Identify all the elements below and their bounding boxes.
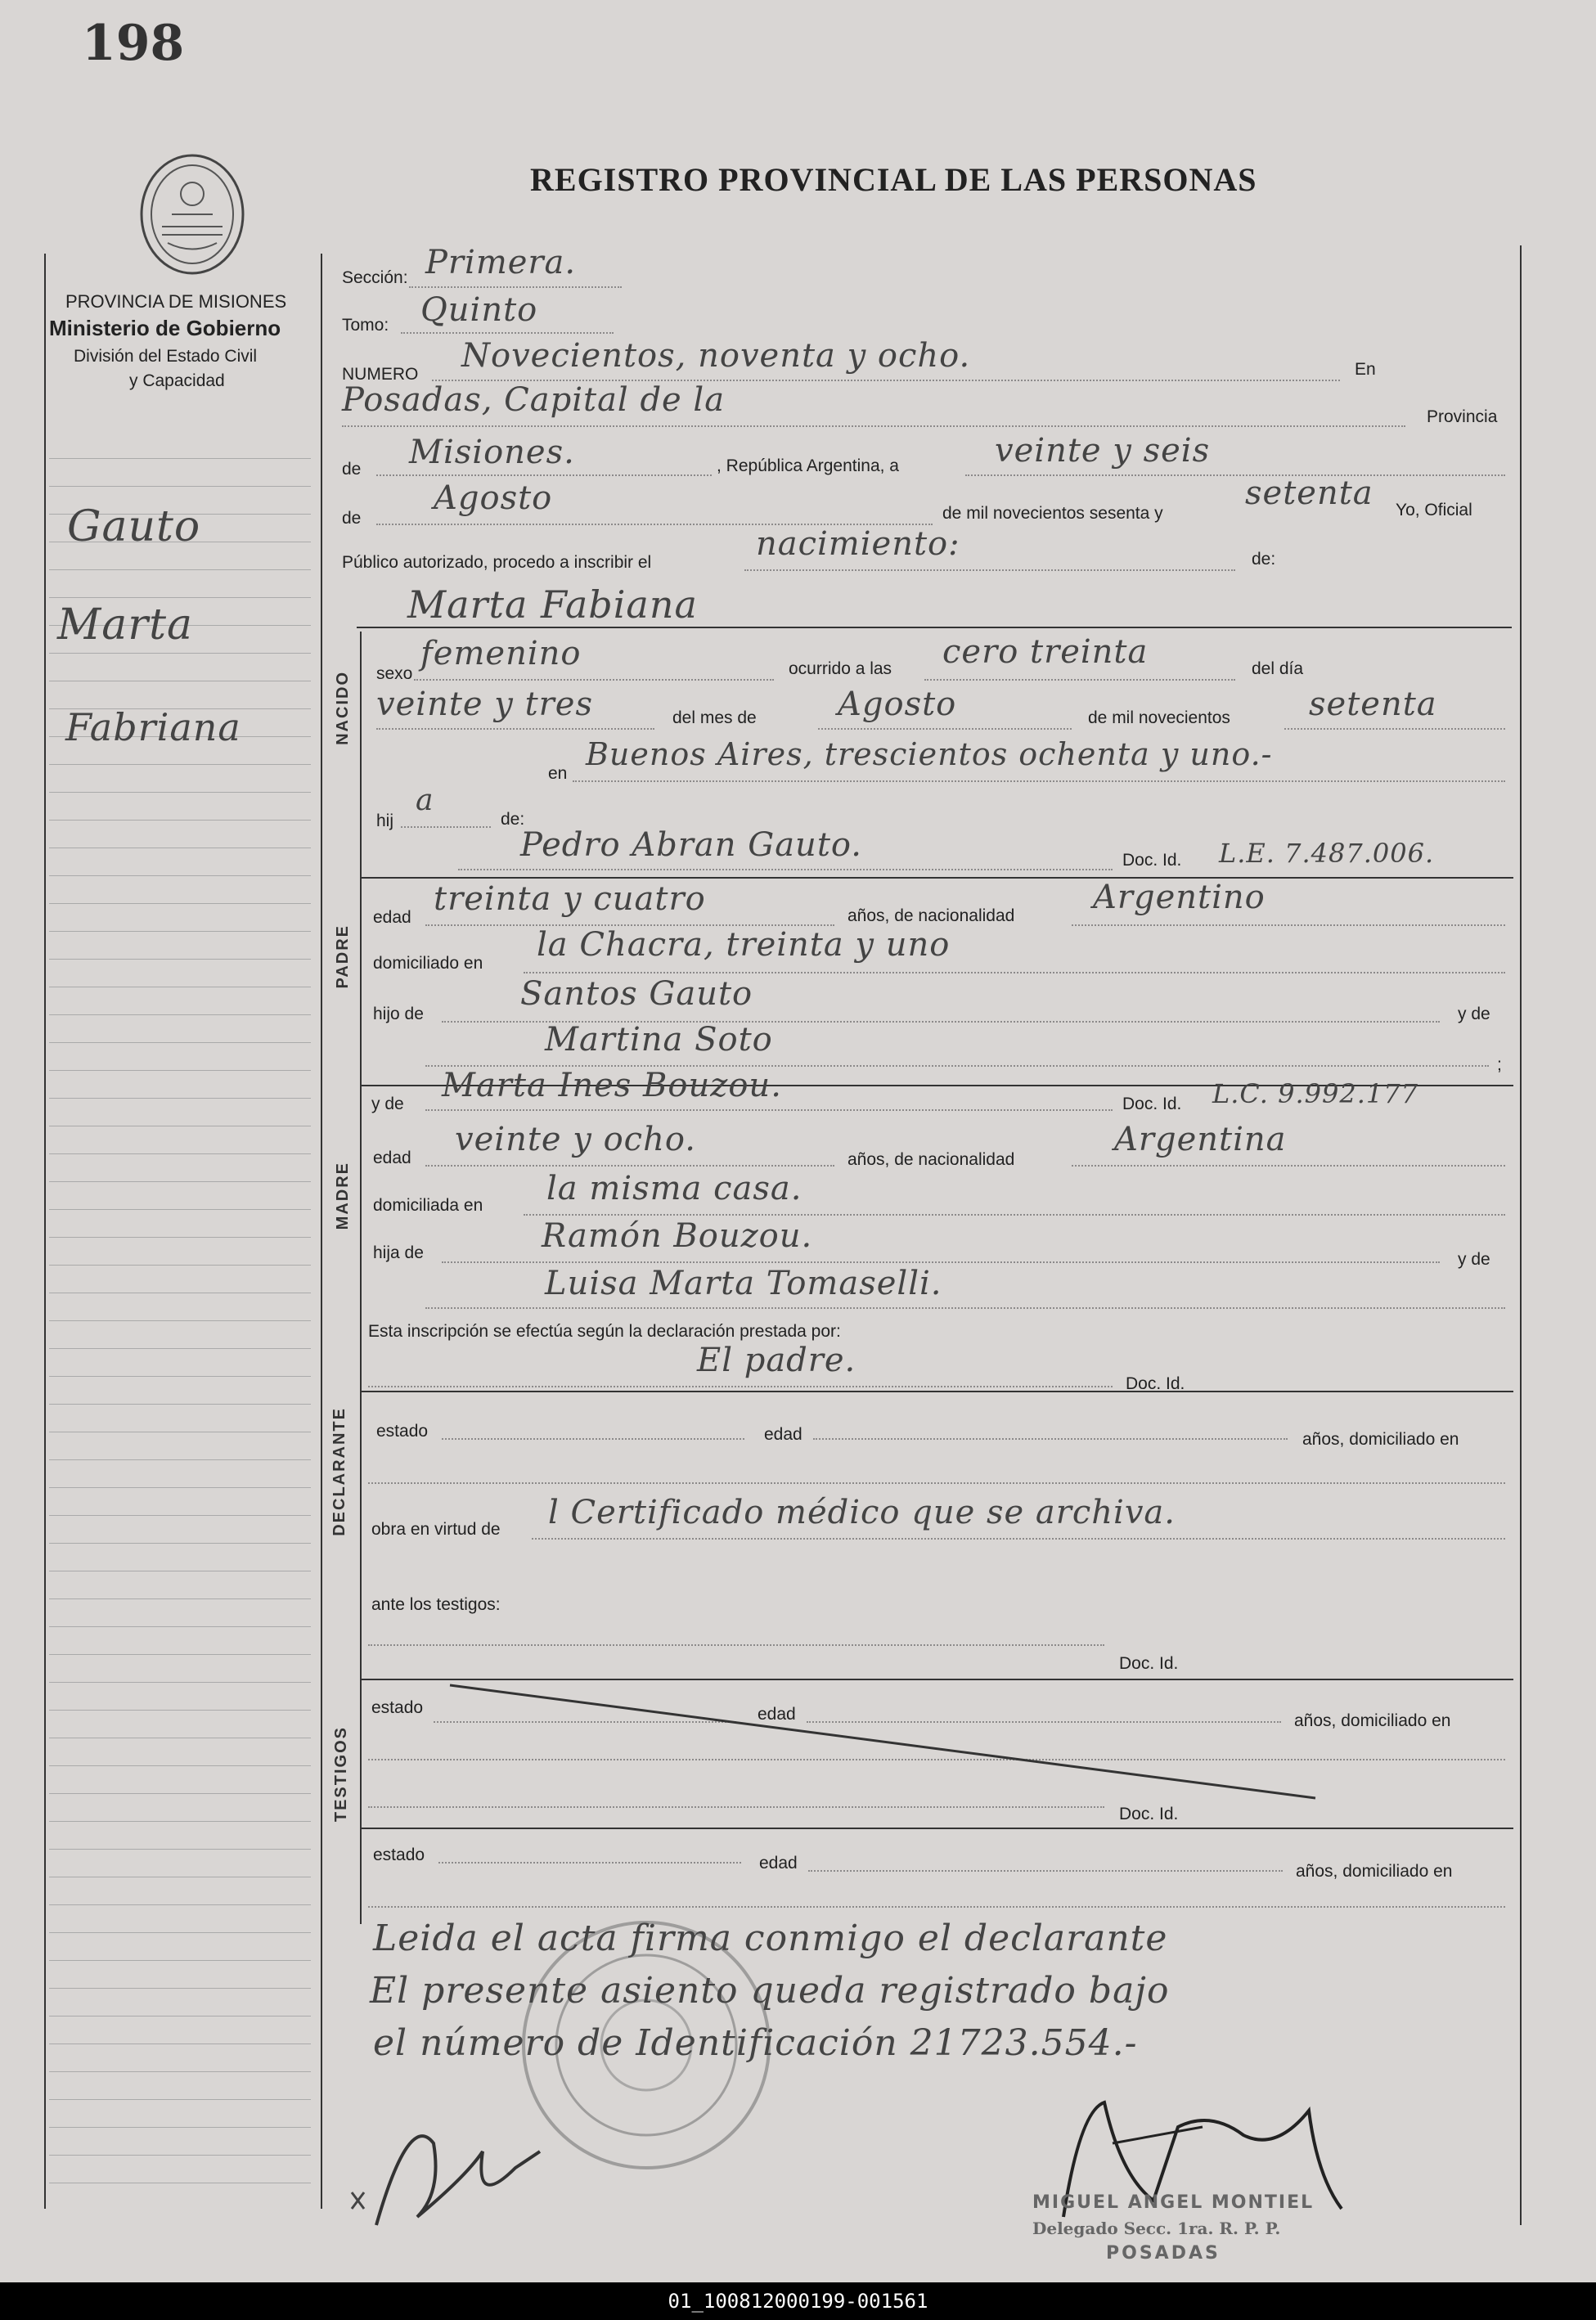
label-en-lower: en [548, 764, 568, 783]
margin-rule [49, 2016, 311, 2017]
label-tomo: Tomo: [342, 316, 389, 335]
label-y-de-padre: y de [1458, 1005, 1490, 1023]
rule [1072, 924, 1505, 926]
label-edad-padre: edad [373, 908, 411, 927]
value-tomo: Quinto [420, 291, 538, 329]
left-column-border [321, 254, 322, 2209]
margin-rule [49, 569, 311, 570]
section-bar-nacido [360, 632, 362, 1924]
label-doc-id-declarante: Doc. Id. [1126, 1374, 1185, 1393]
side-label-testigos: TESTIGOS [332, 1726, 350, 1823]
label-sexo: sexo [376, 664, 413, 683]
declarant-signature [344, 2094, 589, 2258]
rule [425, 1307, 1505, 1309]
rule [401, 826, 491, 828]
margin-rule [49, 1988, 311, 1989]
right-border [1520, 245, 1522, 2225]
rule [818, 728, 1072, 730]
label-edad-t2: edad [759, 1854, 798, 1873]
label-seccion: Sección: [342, 268, 408, 287]
value-madre-doc: L.C. 9.992.177 [1212, 1078, 1418, 1109]
rule [1072, 1165, 1505, 1167]
label-doc-id-padre: Doc. Id. [1122, 851, 1182, 870]
margin-rule [49, 2127, 311, 2128]
margin-rule [49, 1181, 311, 1182]
margin-rule [49, 1626, 311, 1627]
rule [401, 332, 614, 334]
value-lugar-nac: Buenos Aires, trescientos ochenta y uno.- [586, 736, 1273, 772]
rule [813, 1438, 1288, 1440]
value-dia-nac: veinte y tres [376, 686, 593, 723]
margin-rule [49, 2043, 311, 2044]
label-doc-id-madre: Doc. Id. [1122, 1095, 1182, 1113]
margin-rule [49, 931, 311, 932]
rule [414, 679, 774, 681]
rule [1284, 728, 1505, 730]
label-edad-t1: edad [758, 1705, 796, 1724]
ministry-heading: Ministerio de Gobierno [49, 316, 281, 340]
side-label-nacido: NACIDO [334, 671, 352, 745]
side-label-padre: PADRE [334, 924, 352, 989]
rule [342, 425, 1405, 427]
value-madre: Marta Ines Bouzou. [442, 1067, 782, 1104]
document-title: REGISTRO PROVINCIAL DE LAS PERSONAS [530, 161, 1257, 198]
label-estado-t1: estado [371, 1698, 424, 1717]
label-obra: obra en virtud de [371, 1520, 501, 1539]
margin-rule [49, 1682, 311, 1683]
margin-rule [49, 1153, 311, 1154]
margin-surname: Gauto [67, 502, 201, 551]
testigos-mid-rule [360, 1828, 1513, 1829]
margin-rule [49, 1209, 311, 1210]
margin-rule [49, 1821, 311, 1822]
margin-rule [49, 1765, 311, 1766]
margin-rule [49, 1904, 311, 1905]
margin-rule [49, 458, 311, 459]
rule [376, 474, 712, 476]
label-de-colon: de: [1252, 550, 1276, 569]
margin-rule [49, 1237, 311, 1238]
rule [524, 1214, 1505, 1216]
value-seccion: Primera. [425, 244, 577, 281]
label-semicolon: ; [1497, 1055, 1502, 1074]
label-esta-inscripcion: Esta inscripción se efectúa según la declaración prestada por: [368, 1322, 841, 1341]
label-del-dia: del día [1252, 659, 1304, 678]
rule [438, 1862, 741, 1864]
rule [924, 679, 1235, 681]
label-hij: hij [376, 812, 394, 830]
margin-rule [49, 1098, 311, 1099]
official-stamp-name: MIGUEL ANGEL MONTIEL [1032, 2192, 1315, 2213]
label-y-de-madre: y de [371, 1095, 404, 1113]
label-edad-decl: edad [764, 1425, 802, 1444]
margin-rule [49, 1348, 311, 1349]
closing-note-3: el número de Identificación 21723.554.- [373, 2022, 1138, 2064]
rule [744, 569, 1235, 571]
value-nombre: Marta Fabiana [407, 582, 698, 627]
division-heading-1: División del Estado Civil [74, 347, 258, 366]
rule [368, 1906, 1505, 1908]
label-anos-nac-madre: años, de nacionalidad [847, 1150, 1015, 1169]
margin-rule [49, 486, 311, 487]
margin-rule [49, 597, 311, 598]
margin-rule [49, 1849, 311, 1850]
label-ocurrido: ocurrido a las [789, 659, 892, 678]
rule [573, 780, 1505, 782]
label-domiciliada: domiciliada en [373, 1196, 483, 1215]
value-sexo: femenino [420, 635, 582, 672]
coat-of-arms-icon [131, 149, 254, 280]
closing-note-1: Leida el acta firma conmigo el declarante [373, 1918, 1168, 1959]
nombre-rule [357, 627, 1512, 628]
margin-rule [49, 1543, 311, 1544]
label-del-mes: del mes de [672, 708, 757, 727]
label-de2: de: [501, 810, 525, 829]
label-anos-dom-t2: años, domiciliado en [1296, 1862, 1453, 1881]
label-republica: , República Argentina, a [717, 456, 899, 475]
page-number: 198 [82, 15, 185, 72]
rule [409, 286, 622, 288]
margin-rule [49, 959, 311, 960]
value-padre-padre: Santos Gauto [520, 975, 753, 1013]
rule [368, 1482, 1505, 1484]
value-acto: nacimiento: [756, 525, 960, 563]
value-madre-padre: Ramón Bouzou. [542, 1217, 813, 1255]
value-madre-madre: Luisa Marta Tomaselli. [545, 1265, 942, 1302]
value-dia: veinte y seis [995, 432, 1211, 470]
closing-note-2: El presente asiento queda registrado bajo [370, 1970, 1170, 2012]
label-doc-id-t2: Doc. Id. [1119, 1805, 1179, 1823]
label-provincia: Provincia [1427, 407, 1498, 426]
label-hijo-de: hijo de [373, 1005, 424, 1023]
margin-rule [49, 764, 311, 765]
label-y-de-madre2: y de [1458, 1250, 1490, 1269]
label-de-mil: de mil novecientos sesenta y [942, 504, 1163, 523]
label-de-mes: de [342, 509, 362, 528]
province-heading: PROVINCIA DE MISIONES [65, 291, 287, 312]
margin-rule [49, 1042, 311, 1043]
value-mes: Agosto [434, 479, 553, 517]
nacido-end-rule [360, 877, 1513, 879]
value-declarante: El padre. [697, 1342, 856, 1379]
label-hija-de: hija de [373, 1243, 424, 1262]
value-madre-edad: veinte y ocho. [455, 1121, 696, 1158]
rule [965, 474, 1505, 476]
margin-name-2: Fabriana [65, 705, 241, 749]
rule [425, 1165, 834, 1167]
image-caption: 01_100812000199-001561 [0, 2282, 1596, 2320]
value-numero: Novecientos, noventa y ocho. [461, 337, 971, 375]
label-en: En [1355, 360, 1376, 379]
margin-rule [49, 2071, 311, 2072]
margin-rule [49, 903, 311, 904]
value-anio-nac: setenta [1309, 686, 1437, 723]
side-label-madre: MADRE [334, 1162, 352, 1230]
value-mes-nac: Agosto [838, 686, 957, 723]
label-anos-dom-decl: años, domiciliado en [1302, 1430, 1459, 1449]
margin-rule [49, 1960, 311, 1961]
value-padre-edad: treinta y cuatro [434, 880, 706, 918]
label-yo-oficial: Yo, Oficial [1396, 501, 1472, 519]
margin-rule [49, 820, 311, 821]
label-doc-id-t1: Doc. Id. [1119, 1654, 1179, 1673]
margin-rule [49, 1070, 311, 1071]
left-margin-border [44, 254, 46, 2209]
margin-rule [49, 2155, 311, 2156]
value-padre-doc: L.E. 7.487.006. [1219, 838, 1435, 869]
strike-line [442, 1677, 1325, 1808]
margin-rule [49, 1793, 311, 1794]
rule [442, 1261, 1440, 1263]
official-signature [1031, 2078, 1440, 2241]
value-hij-suffix: a [416, 784, 434, 817]
value-obra: l Certificado médico que se archiva. [548, 1494, 1176, 1531]
margin-name-1: Marta [57, 600, 194, 650]
rule [458, 869, 1113, 870]
label-numero: NUMERO [342, 365, 419, 384]
label-ante-testigos: ante los testigos: [371, 1595, 501, 1614]
value-madre-nac: Argentina [1114, 1121, 1287, 1158]
official-stamp-city: POSADAS [1106, 2243, 1221, 2264]
rule [808, 1870, 1283, 1872]
value-lugar: Posadas, Capital de la [342, 381, 726, 419]
margin-rule [49, 1265, 311, 1266]
margin-rule [49, 1487, 311, 1488]
rule [368, 1386, 1113, 1387]
margin-rule [49, 653, 311, 654]
value-provincia: Misiones. [409, 434, 575, 471]
value-padre-madre: Martina Soto [545, 1021, 773, 1059]
margin-rule [49, 1459, 311, 1460]
margin-rule [49, 1654, 311, 1655]
value-padre-nac: Argentino [1093, 879, 1266, 916]
margin-rule [49, 792, 311, 793]
margin-rule [49, 2099, 311, 2100]
margin-rule [49, 1932, 311, 1933]
value-anio: setenta [1245, 474, 1373, 512]
margin-rule [49, 1515, 311, 1516]
rule [368, 1644, 1104, 1646]
declarante-start-rule [360, 1391, 1513, 1392]
margin-rule [49, 1710, 311, 1711]
value-padre-dom: la Chacra, treinta y uno [537, 926, 951, 964]
division-heading-2: y Capacidad [129, 371, 225, 390]
value-padre: Pedro Abran Gauto. [520, 826, 862, 864]
side-label-declarante: DECLARANTE [330, 1407, 348, 1536]
margin-rule [49, 1014, 311, 1015]
label-anos-dom-t1: años, domiciliado en [1294, 1711, 1451, 1730]
official-stamp-role: Delegado Secc. 1ra. R. P. P. [1032, 2219, 1281, 2238]
value-hora: cero treinta [942, 633, 1149, 671]
label-anos-nac-padre: años, de nacionalidad [847, 906, 1015, 925]
label-publico: Público autorizado, procedo a inscribir el [342, 553, 652, 572]
label-edad-madre: edad [373, 1149, 411, 1167]
label-de-prov: de [342, 460, 362, 479]
margin-rule [49, 1376, 311, 1377]
label-estado-t2: estado [373, 1846, 425, 1864]
rule [376, 728, 654, 730]
margin-rule [49, 1404, 311, 1405]
rule [442, 1438, 744, 1440]
label-de-mil-nov: de mil novecientos [1088, 708, 1230, 727]
rule [532, 1538, 1505, 1540]
rule [524, 972, 1505, 973]
rule [425, 1109, 1113, 1111]
margin-rule [49, 875, 311, 876]
margin-rule [49, 1320, 311, 1321]
margin-rule [49, 1598, 311, 1599]
label-domiciliado-padre: domiciliado en [373, 954, 483, 973]
value-madre-dom: la misma casa. [546, 1170, 802, 1207]
label-estado-decl: estado [376, 1422, 429, 1441]
